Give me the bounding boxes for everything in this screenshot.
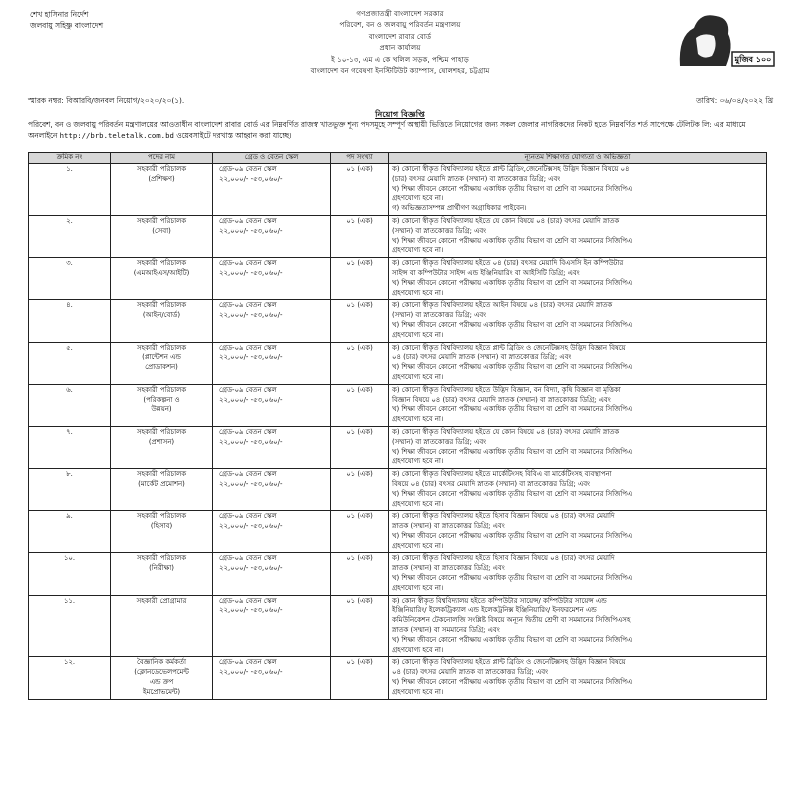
qualification-line: (সম্মান) বা স্নাতকোত্তর ডিগ্রি; এবং	[392, 226, 487, 235]
vacancy-table	[28, 152, 767, 700]
serial-cell: ৬.	[29, 384, 111, 426]
col-header-post: পদের নাম	[111, 153, 213, 164]
table-row	[29, 258, 767, 300]
memo-number: স্মারক নম্বর: বিআরবি/জনবল নিয়োগ/২০২০/২০(১).	[28, 96, 185, 105]
qualification-line: ক) কোনো স্বীকৃত বিশ্ববিদ্যালয় হইতে যে কোন বিষয়ে ০৪ (চার) বৎসর মেয়াদি স্নাতক	[392, 427, 620, 436]
grade-scale-cell: গ্রেড-০৯ বেতন স্কেল ২২,০০০/- -৫৩,০৬০/-	[213, 300, 331, 342]
qualification-line: গ্রহণযোগ্য হবে না।	[392, 246, 444, 255]
table-row	[29, 300, 767, 342]
qualification-line: ক) কোনো স্বীকৃত বিশ্ববিদ্যালয় হইতে উদ্ভিদ বিজ্ঞান, বন বিদ্যা, কৃষি বিজ্ঞান বা মৃত্তিকা	[392, 385, 621, 394]
serial-cell: ৪.	[29, 300, 111, 342]
qualification-cell	[389, 164, 767, 216]
memo-date: তারিখ: ০৬/০৪/২০২২ খ্রি	[696, 96, 773, 105]
slogan-block	[30, 9, 103, 31]
logo-text: মুজিব ১০০	[734, 55, 772, 64]
qualification-cell	[389, 426, 767, 468]
header-line: ই ১০-১৩, এম এ কে খলিল সড়ক, পশ্চিম পাহাড়	[331, 54, 469, 64]
qualification-cell	[389, 469, 767, 511]
qualification-cell	[389, 258, 767, 300]
qualification-line: স্নাতক (সম্মান) বা সমমানের ডিগ্রি; এবং	[392, 626, 500, 635]
serial-cell: ১১.	[29, 595, 111, 657]
post-name-cell: সহকারী পরিচালক (প্রশিক্ষণ)	[111, 164, 213, 216]
qualification-line: ক) কোনো স্বীকৃত বিশ্ববিদ্যালয় হইতে যে কোন বিষয়ে ০৪ (চার) বৎসর মেয়াদি স্নাতক	[392, 216, 620, 225]
post-count-cell: ০১ (এক)	[331, 384, 389, 426]
col-header-qualification: ন্যূনতম শিক্ষাগত যোগ্যতা ও অভিজ্ঞতা	[389, 153, 767, 164]
post-name-cell: বৈজ্ঞানিক কর্মকর্তা (ক্লোনডেভেলপমেন্ট এন্ড ক্রপ ইমপ্রোভমেন্ট)	[111, 657, 213, 699]
qualification-cell	[389, 300, 767, 342]
header-line: বাংলাদেশ বন গবেষণা ইনস্টিটিউট ক্যাম্পাস, ষোলশহর, চট্টগ্রাম	[310, 66, 490, 76]
table-row	[29, 595, 767, 657]
qualification-line: খ) শিক্ষা জীবনে কোনো পরীক্ষায় একাধিক তৃতীয় বিভাগ বা শ্রেণি বা সমমানের সিজিপিএ	[392, 531, 633, 540]
grade-scale-cell: গ্রেড-০৯ বেতন স্কেল ২২,০০০/- -৫৩,০৬০/-	[213, 657, 331, 699]
serial-cell: ৯.	[29, 511, 111, 553]
grade-scale-cell: গ্রেড-০৯ বেতন স্কেল ২২,০০০/- -৫৩,০৬০/-	[213, 595, 331, 657]
col-header-qty: পদ সংখ্যা	[331, 153, 389, 164]
table-row	[29, 342, 767, 384]
grade-scale-cell: গ্রেড-০৯ বেতন স্কেল ২২,০০০/- -৫৩,০৬০/-	[213, 164, 331, 216]
serial-cell: ৮.	[29, 469, 111, 511]
table-row	[29, 469, 767, 511]
post-name-cell: সহকারী পরিচালক (প্লান্টেশন এন্ড প্রোডাকশন)	[111, 342, 213, 384]
qualification-line: গ্রহণযোগ্য হবে না।	[392, 499, 444, 508]
header-line: প্রধান কার্যালয়	[379, 43, 421, 53]
post-count-cell: ০১ (এক)	[331, 258, 389, 300]
qualification-cell	[389, 342, 767, 384]
serial-cell: ৫.	[29, 342, 111, 384]
qualification-line: (সম্মান) বা স্নাতকোত্তর ডিগ্রি; এবং	[392, 437, 487, 446]
qualification-line: গ্রহণযোগ্য হবে না।	[392, 288, 444, 297]
header-line: বাংলাদেশ রাবার বোর্ড	[368, 31, 432, 41]
qualification-line: ক) কোনো স্বীকৃত বিশ্ববিদ্যালয় হইতে প্লান্ট ব্রিডিং ও জেনেটিক্সসহ উদ্ভিদ বিজ্ঞান বিষয়ে	[392, 658, 626, 667]
serial-cell: ২.	[29, 215, 111, 257]
qualification-line: খ) শিক্ষা জীবনে কোনো পরীক্ষায় একাধিক তৃতীয় বিভাগ বা শ্রেণি বা সমমানের সিজিপিএ	[392, 574, 633, 583]
serial-cell: ১০.	[29, 553, 111, 595]
portrait-logo-icon	[660, 6, 778, 76]
qualification-line: খ) শিক্ষা জীবনে কোনো পরীক্ষায় একাধিক তৃতীয় বিভাগ বা শ্রেণি বা সমমানের সিজিপিএ	[392, 184, 633, 193]
post-name-cell: সহকারী পরিচালক (আইন/বোর্ড)	[111, 300, 213, 342]
qualification-line: খ) শিক্ষা জীবনে কোনো পরীক্ষায় একাধিক তৃতীয় বিভাগ বা শ্রেণি বা সমমানের সিজিপিএ	[392, 405, 633, 414]
qualification-line: ক) কোনো স্বীকৃত বিশ্ববিদ্যালয় হইতে মার্কেটিংসহ বিবিএ বা মার্কেটিংসহ ব্যবস্থাপনা	[392, 470, 612, 479]
qualification-line: বিজ্ঞান বিষয়ে ০৪ (চার) বৎসর মেয়াদি স্নাতক (সম্মান) বা স্নাতকোত্তর ডিগ্রি; এবং	[392, 395, 611, 404]
qualification-cell	[389, 511, 767, 553]
qualification-line: খ) শিক্ষা জীবনে কোনো পরীক্ষায় একাধিক তৃতীয় বিভাগ বা শ্রেণি বা সমমানের সিজিপিএ	[392, 278, 633, 287]
table-header-row	[29, 153, 767, 164]
qualification-line: ক) কোনো স্বীকৃত বিশ্ববিদ্যালয় হইতে হিসাব বিজ্ঞান বিষয়ে ০৪ (চার) বৎসর মেয়াদি	[392, 554, 615, 563]
table-row	[29, 164, 767, 216]
qualification-line: (চার) বৎসর মেয়াদি স্নাতক (সম্মান) বা স্নাতকোত্তর ডিগ্রি; এবং	[392, 174, 561, 183]
qualification-line: গ্রহণযোগ্য হবে না।	[392, 645, 444, 654]
table-row	[29, 657, 767, 699]
grade-scale-cell: গ্রেড-০৯ বেতন স্কেল ২২,০০০/- -৫৩,০৬০/-	[213, 215, 331, 257]
qualification-line: বিষয়ে ০৪ (চার) বৎসর মেয়াদি স্নাতক (সম্মান) বা স্নাতকোত্তর ডিগ্রি; এবং	[392, 479, 591, 488]
table-row	[29, 511, 767, 553]
post-name-cell: সহকারী পরিচালক (প্রশাসন)	[111, 426, 213, 468]
qualification-line: (সম্মান) বা স্নাতকোত্তর ডিগ্রি; এবং	[392, 311, 487, 320]
qualification-line: স্নাতক (সম্মান) বা স্নাতকোত্তর ডিগ্রি; এবং	[392, 564, 505, 573]
table-row	[29, 384, 767, 426]
post-name-cell: সহকারী পরিচালক (সেবা)	[111, 215, 213, 257]
serial-cell: ১২.	[29, 657, 111, 699]
qualification-line: গ্রহণযোগ্য হবে না।	[392, 541, 444, 550]
qualification-line: খ) শিক্ষা জীবনে কোনো পরীক্ষায় একাধিক তৃতীয় বিভাগ বা শ্রেণি বা সমমানের সিজিপিএ	[392, 363, 633, 372]
post-count-cell: ০১ (এক)	[331, 657, 389, 699]
grade-scale-cell: গ্রেড-০৯ বেতন স্কেল ২২,০০০/- -৫৩,০৬০/-	[213, 553, 331, 595]
qualification-line: সাইন্স বা কম্পিউটার সাইন্স এন্ড ইঞ্জিনিয়ারিং বা আইসিটি ডিগ্রি; এবং	[392, 268, 580, 277]
post-name-cell: সহকারী পরিচালক (মার্কেট প্রমোশন)	[111, 469, 213, 511]
post-count-cell: ০১ (এক)	[331, 553, 389, 595]
qualification-cell	[389, 595, 767, 657]
qualification-line: গ্রহণযোগ্য হবে না।	[392, 415, 444, 424]
memo-line	[28, 96, 773, 108]
serial-cell: ৩.	[29, 258, 111, 300]
grade-scale-cell: গ্রেড-০৯ বেতন স্কেল ২২,০০০/- -৫৩,০৬০/-	[213, 426, 331, 468]
qualification-line: স্নাতক (সম্মান) বা স্নাতকোত্তর ডিগ্রি; এবং	[392, 522, 505, 531]
post-count-cell: ০১ (এক)	[331, 164, 389, 216]
serial-cell: ৭.	[29, 426, 111, 468]
table-row	[29, 215, 767, 257]
qualification-line: গ্রহণযোগ্য হবে না।	[392, 372, 444, 381]
qualification-line: গ্রহণযোগ্য হবে না।	[392, 457, 444, 466]
col-header-serial: ক্রমিক নং	[29, 153, 111, 164]
post-name-cell: সহকারী পরিচালক (এমআইএস/আইটি)	[111, 258, 213, 300]
table-row	[29, 426, 767, 468]
post-name-cell: সহকারী প্রোগ্রামার	[111, 595, 213, 657]
qualification-line: খ) শিক্ষা জীবনে কোনো পরীক্ষায় একাধিক তৃতীয় বিভাগ বা শ্রেণি বা সমমানের সিজিপিএ	[392, 678, 633, 687]
post-name-cell: সহকারী পরিচালক (নিরীক্ষা)	[111, 553, 213, 595]
post-count-cell: ০১ (এক)	[331, 215, 389, 257]
mujib-100-logo	[660, 6, 778, 76]
office-header	[180, 8, 620, 76]
post-count-cell: ০১ (এক)	[331, 426, 389, 468]
qualification-cell	[389, 215, 767, 257]
qualification-line: গ্রহণযোগ্য হবে না।	[392, 583, 444, 592]
qualification-line: ক) কোনো স্বীকৃত বিশ্ববিদ্যালয় হইতে হিসাব বিজ্ঞান বিষয়ে ০৪ (চার) বৎসর মেয়াদি	[392, 512, 615, 521]
post-name-cell: সহকারী পরিচালক (হিসাব)	[111, 511, 213, 553]
qualification-line: খ) শিক্ষা জীবনে কোনো পরীক্ষায় একাধিক তৃতীয় বিভাগ বা শ্রেণি বা সমমানের সিজিপিএ	[392, 236, 633, 245]
qualification-line: গ্রহণযোগ্য হবে না।	[392, 194, 444, 203]
grade-scale-cell: গ্রেড-০৯ বেতন স্কেল ২২,০০০/- -৫৩,০৬০/-	[213, 384, 331, 426]
header-line: গণপ্রজাতন্ত্রী বাংলাদেশ সরকার	[356, 9, 444, 18]
qualification-line: কমিউনিকেশন টেকনোলজি সংশ্লিষ্ট বিষয়ে অন্যূন দ্বিতীয় শ্রেণী বা সমমানের সিজিপিএসহ	[392, 616, 631, 625]
intro-paragraph	[28, 120, 763, 141]
col-header-grade: গ্রেড ও বেতন স্কেল	[213, 153, 331, 164]
qualification-line: গ্রহণযোগ্য হবে না।	[392, 687, 444, 696]
post-count-cell: ০১ (এক)	[331, 511, 389, 553]
grade-scale-cell: গ্রেড-০৯ বেতন স্কেল ২২,০০০/- -৫৩,০৬০/-	[213, 469, 331, 511]
apply-link[interactable]: http://brb.teletalk.com.bd	[59, 130, 174, 140]
grade-scale-cell: গ্রেড-০৯ বেতন স্কেল ২২,০০০/- -৫৩,০৬০/-	[213, 511, 331, 553]
grade-scale-cell: গ্রেড-০৯ বেতন স্কেল ২২,০০০/- -৫৩,০৬০/-	[213, 342, 331, 384]
table-row	[29, 553, 767, 595]
qualification-line: খ) শিক্ষা জীবনে কোনো পরীক্ষায় একাধিক তৃতীয় বিভাগ বা শ্রেণি বা সমমানের সিজিপিএ	[392, 447, 633, 456]
qualification-line: ক) কোনো স্বীকৃত বিশ্ববিদ্যালয় হইতে প্লান্ট ব্রিডিং,জেনেটিক্সসহ উদ্ভিদ বিজ্ঞান বিষয়ে ০৪	[392, 165, 630, 173]
intro-text: পরিবেশ, বন ও জলবায়ু পরিবর্তন মন্ত্রণালয়ের আওতাধীন বাংলাদেশ রাবার বোর্ড এর নিম্নবর্ণিত রাজস্ব খাতভুক্ত শূন্য পদসমূহে সম্পূর্ণ অস্থায়ী ভিত্তিতে নিয়োগের জন্য সকল জেলার নাগরিকদের নিকট হতে নিম্নবর্ণিত শর্ত সাপেক্ষে টেলিটক লি: এর মাধ্যমে অনলাইনে	[28, 120, 746, 140]
qualification-line: ০৪ (চার) বৎসর মেয়াদি স্নাতক বা স্নাতকোত্তর ডিগ্রি; এবং	[392, 668, 549, 677]
qualification-line: ইঞ্জিনিয়ারিং/ ইলেকট্রিক্যাল এন্ড ইলেকট্রনিক্স ইঞ্জিনিয়ারিং/ ইনফরমেশন এন্ড	[392, 606, 597, 615]
notice-title: নিয়োগ বিজ্ঞপ্তি	[375, 109, 425, 119]
header-line: পরিবেশ, বন ও জলবায়ু পরিবর্তন মন্ত্রণালয়	[339, 20, 461, 30]
intro-text-end: ওয়েবসাইটে দরখাস্ত আহ্বান করা যাচ্ছে।	[176, 130, 292, 140]
qualification-cell	[389, 657, 767, 699]
post-count-cell: ০১ (এক)	[331, 469, 389, 511]
serial-cell: ১.	[29, 164, 111, 216]
qualification-line: ০৪ (চার) বৎসর মেয়াদি স্নাতক (সম্মান) বা স্নাতকোত্তর ডিগ্রি; এবং	[392, 353, 572, 362]
qualification-cell	[389, 384, 767, 426]
qualification-line: খ) শিক্ষা জীবনে কোনো পরীক্ষায় একাধিক তৃতীয় বিভাগ বা শ্রেণি বা সমমানের সিজিপিএ	[392, 635, 633, 644]
qualification-line: গ) অভিজ্ঞতাসম্পন্ন প্রার্থীগণ অগ্রাধিকার পাইবেন।	[392, 204, 527, 213]
slogan-line: জলবায়ু সহিষ্ণু বাংলাদেশ	[30, 21, 104, 30]
qualification-line: খ) শিক্ষা জীবনে কোনো পরীক্ষায় একাধিক তৃতীয় বিভাগ বা শ্রেণি বা সমমানের সিজিপিএ	[392, 320, 633, 329]
post-count-cell: ০১ (এক)	[331, 342, 389, 384]
slogan-line: শেখ হাসিনার নির্দেশ	[30, 10, 89, 19]
post-name-cell: সহকারী পরিচালক (পরিকল্পনা ও উন্নয়ন)	[111, 384, 213, 426]
table-body	[29, 164, 767, 700]
grade-scale-cell: গ্রেড-০৯ বেতন স্কেল ২২,০০০/- -৫৩,০৬০/-	[213, 258, 331, 300]
qualification-line: ক) কোন স্বীকৃত বিশ্ববিদ্যালয় হইতে কম্পিউটার সায়েন্স/ কম্পিউটার সায়েন্স এন্ড	[392, 596, 607, 605]
qualification-line: খ) শিক্ষা জীবনে কোনো পরীক্ষায় একাধিক তৃতীয় বিভাগ বা শ্রেণি বা সমমানের সিজিপিএ	[392, 489, 633, 498]
post-count-cell: ০১ (এক)	[331, 595, 389, 657]
post-count-cell: ০১ (এক)	[331, 300, 389, 342]
qualification-cell	[389, 553, 767, 595]
qualification-line: ক) কোনো স্বীকৃত বিশ্ববিদ্যালয় হইতে আইন বিষয়ে ০৪ (চার) বৎসর মেয়াদি স্নাতক	[392, 301, 613, 310]
qualification-line: গ্রহণযোগ্য হবে না।	[392, 330, 444, 339]
qualification-line: ক) কোনো স্বীকৃত বিশ্ববিদ্যালয় হইতে ০৪ (চার) বৎসর মেয়াদি বিএসসি ইন কম্পিউটার	[392, 259, 624, 268]
qualification-line: ক) কোনো স্বীকৃত বিশ্ববিদ্যালয় হইতে প্লান্ট ব্রিডিং ও জেনেটিক্সসহ উদ্ভিদ বিজ্ঞান বিষয়ে	[392, 343, 626, 352]
